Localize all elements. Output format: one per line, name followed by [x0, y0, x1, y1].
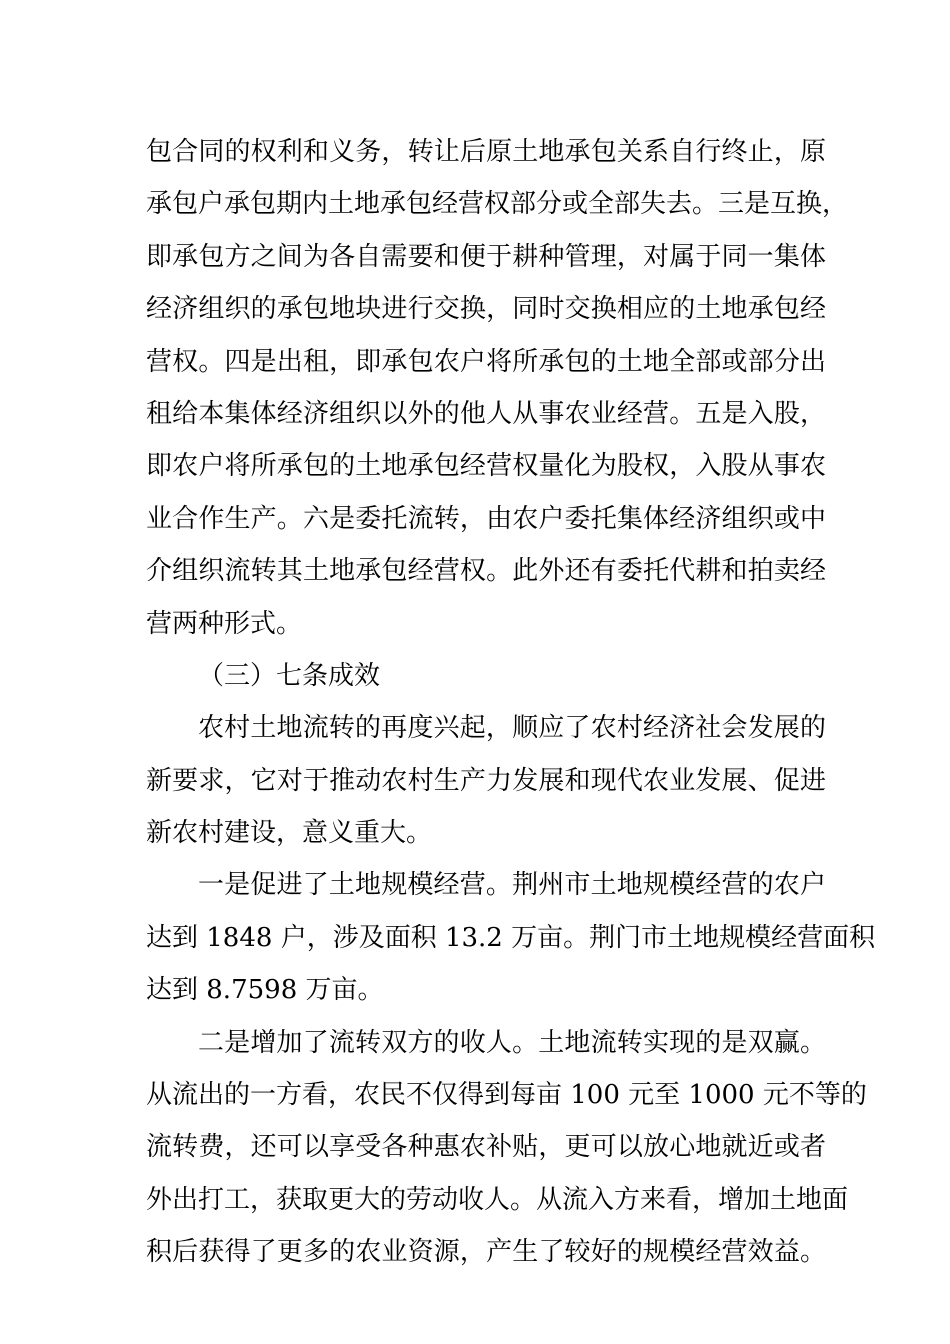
text-line: 即承包方之间为各自需要和便于耕种管理，对属于同一集体	[146, 241, 826, 272]
text-line: 从流出的一方看，农民不仅得到每亩 100 元至 1000 元不等的	[146, 1080, 867, 1111]
text-line: 流转费，还可以享受各种惠农补贴，更可以放心地就近或者	[146, 1132, 826, 1163]
text-line: 农村土地流转的再度兴起，顺应了农村经济社会发展的	[198, 713, 826, 744]
text-line: 达到 8.7598 万亩。	[146, 975, 384, 1006]
text-line: 租给本集体经济组织以外的他人从事农业经营。五是入股，	[146, 398, 826, 429]
text-line: 业合作生产。六是委托流转，由农户委托集体经济组织或中	[146, 503, 826, 534]
text-line: 营两种形式。	[146, 608, 303, 639]
text-line: 积后获得了更多的农业资源，产生了较好的规模经营效益。	[146, 1237, 826, 1268]
text-line: 二是增加了流转双方的收人。土地流转实现的是双赢。	[198, 1027, 826, 1058]
text-line: 介组织流转其土地承包经营权。此外还有委托代耕和拍卖经	[146, 556, 826, 587]
text-line: 达到 1848 户，涉及面积 13.2 万亩。荆门市土地规模经营面积	[146, 922, 876, 953]
body-text	[146, 126, 876, 1279]
text-line: 营权。四是出租，即承包农户将所承包的土地全部或部分出	[146, 346, 826, 377]
text-line: 新要求，它对于推动农村生产力发展和现代农业发展、促进	[146, 765, 826, 796]
text-line: 包合同的权利和义务，转让后原土地承包关系自行终止，原	[146, 137, 826, 167]
text-line: 新农村建设，意义重大。	[146, 818, 433, 849]
section-heading: （三）七条成效	[198, 660, 381, 691]
text-line: 即农户将所承包的土地承包经营权量化为股权，入股从事农	[146, 451, 826, 482]
text-line: 承包户承包期内土地承包经营权部分或全部失去。三是互换，	[146, 189, 849, 220]
text-line: 一是促进了土地规模经营。荆州市土地规模经营的农户	[198, 870, 826, 901]
text-line: 经济组织的承包地块进行交换，同时交换相应的土地承包经	[146, 294, 826, 325]
text-line: 外出打工，获取更大的劳动收人。从流入方来看，增加土地面	[146, 1184, 849, 1215]
